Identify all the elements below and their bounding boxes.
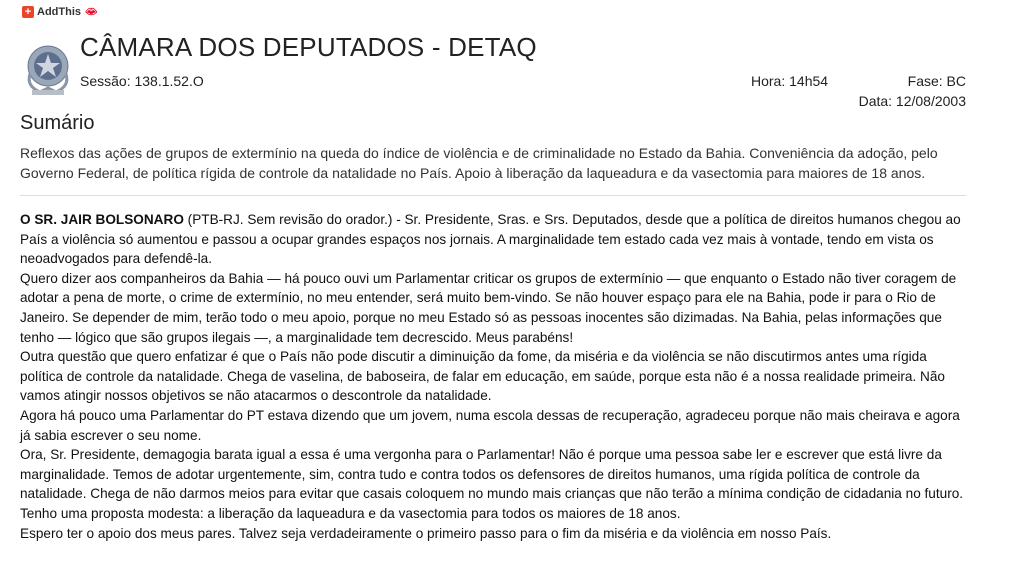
speech-paragraph-text: (PTB-RJ. Sem revisão do orador.) - Sr. Presidente, Sras. e Srs. Deputados, desde que a política de direitos humanos chegou ao País a violência só aumentou e passou a ocupar grandes espaços nos jornais. A marginalidade tem estado cada vez mais à vontade, tendo em vista os neoadvogados para defendê-la. xyxy=(20,212,961,267)
time-label: Hora: 14h54 xyxy=(751,73,829,89)
divider xyxy=(20,195,966,196)
speech-paragraph: Espero ter o apoio dos meus pares. Talvez seja verdadeiramente o primeiro passo para o fim da miséria e da violência em nosso País. xyxy=(20,525,832,541)
speech-paragraph: Ora, Sr. Presidente, demagogia barata igual a essa é uma vergonha para o Parlamentar! Não é porque uma pessoa sabe ler e escrever que está livre da marginalidade. Temos de adotar urgentemente, sim, contra tudo e contra todos os defensores de direitos humanos, uma rígida política de controle da natalidade. Chega de não darmos meios para evitar que casais coloquem no mundo mais crianças que não terão a mínima condição de cidadania no futuro. xyxy=(20,447,964,502)
addthis-button[interactable] xyxy=(22,6,98,18)
speech-paragraph xyxy=(20,210,970,269)
session-label: Sessão: 138.1.52.O xyxy=(80,73,204,89)
lips-icon: 👄︎ xyxy=(85,6,98,18)
speech-paragraph: Agora há pouco uma Parlamentar do PT estava dizendo que um jovem, numa escola dessas de recuperação, agradeceu porque não mais cheirava e agora já sabia escrever o seu nome. xyxy=(20,407,960,443)
speech-body xyxy=(20,210,970,543)
date-label: Data: 12/08/2003 xyxy=(858,93,966,109)
speech-paragraph: Outra questão que quero enfatizar é que o País não pode discutir a diminuição da fome, da miséria e da violência se não discutirmos antes uma rígida política de controle da natalidade. Chega de vaselina, de baboseira, de falar em educação, em saúde, porque esta não é a nossa realidade primeira. Não vamos atingir nossos objetivos se não atacarmos o descontrole da natalidade. xyxy=(20,349,945,404)
page-title: CÂMARA DOS DEPUTADOS - DETAQ xyxy=(80,32,537,62)
speech-paragraph: Quero dizer aos companheiros da Bahia — há pouco ouvi um Parlamentar criticar os grupos de extermínio — que enquanto o Estado não tiver coragem de adotar a pena de morte, o crime de extermínio, no meu entender, será muito bem-vindo. Se não houver espaço para ele na Bahia, pode ir para o Rio de Janeiro. Se depender de mim, terão todo o meu apoio, porque no meu Estado só as pessoas inocentes são dizimadas. Na Bahia, pelas informações que tenho — lógico que são grupos ilegais —, a marginalidade tem decrescido. Meus parabéns! xyxy=(20,270,957,345)
plus-icon: + xyxy=(22,6,34,18)
document-header xyxy=(20,28,970,108)
phase-label: Fase: BC xyxy=(907,73,966,89)
addthis-label: AddThis xyxy=(37,6,81,18)
summary-text: Reflexos das ações de grupos de extermínio na queda do índice de violência e de criminalidade no Estado da Bahia. Conveniência da adoção, pelo Governo Federal, de política rígida de controle da natalidade no País. Apoio à liberação da laqueadura e da vasectomia para maiores de 18 anos. xyxy=(20,145,938,181)
speaker-name: O SR. JAIR BOLSONARO xyxy=(20,212,184,227)
summary-heading: Sumário xyxy=(20,112,95,134)
speech-paragraph: Tenho uma proposta modesta: a liberação da laqueadura e da vasectomia para todos os maiores de 18 anos. xyxy=(20,505,681,521)
brazil-coat-of-arms-icon xyxy=(22,42,74,98)
